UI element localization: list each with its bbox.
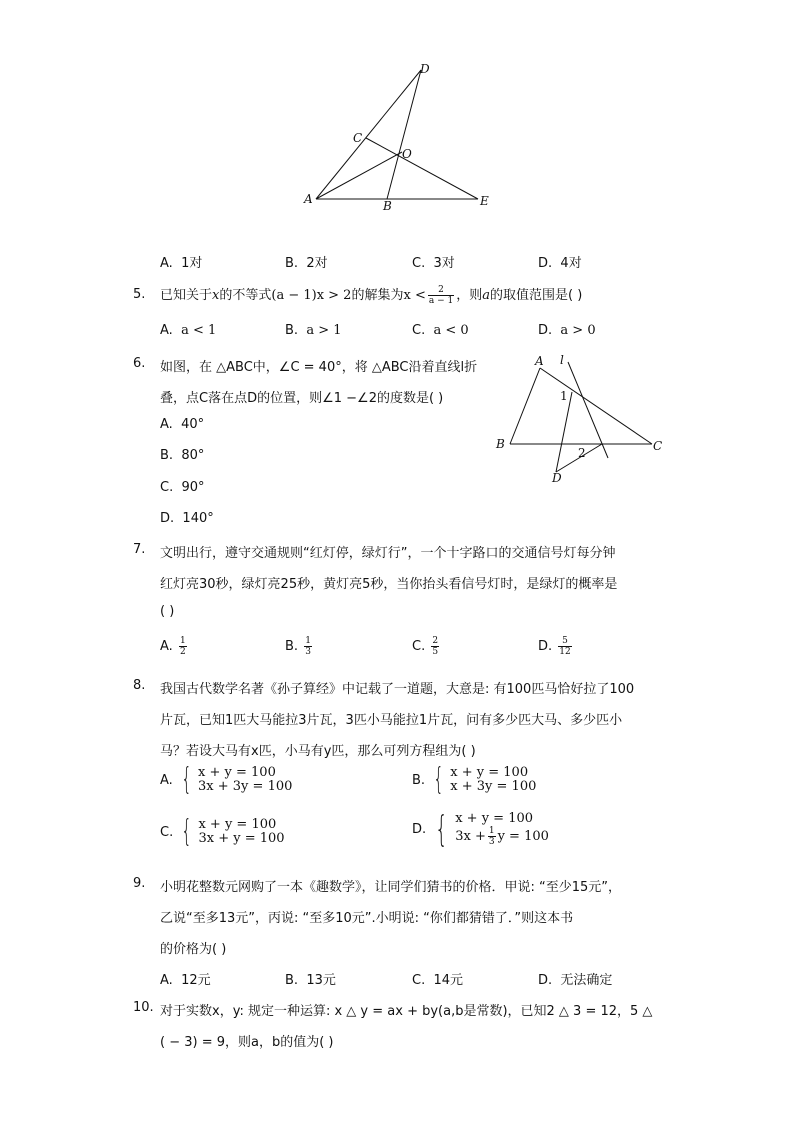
q9-option-a[interactable]: A. 12元 bbox=[160, 973, 211, 988]
q10-stem-line1: 对于实数x，y: 规定一种运算: x △ y = ax + by(a,b是常数)，已知2 △ 3 = 12，5 △ bbox=[160, 1004, 653, 1019]
label-e: E bbox=[480, 194, 489, 208]
label-a: A bbox=[304, 192, 313, 206]
q6-stem-line2: 叠，点C落在点D的位置，则∠1 −∠2的度数是( ) bbox=[160, 391, 444, 406]
q6-option-c[interactable]: C. 90° bbox=[160, 480, 205, 495]
q7-stem-line3: ( ) bbox=[160, 604, 175, 619]
q7-option-d[interactable]: D. $\frac{5}{12}$ bbox=[538, 636, 571, 657]
segment-bd bbox=[387, 70, 421, 199]
q5-option-a[interactable]: A. a < 1 bbox=[160, 323, 217, 338]
q5-option-b[interactable]: B. a > 1 bbox=[285, 323, 342, 338]
q9-stem-line3: 的价格为( ) bbox=[160, 942, 227, 957]
segment-ad bbox=[316, 70, 421, 199]
q7-stem-line1: 文明出行，遵守交通规则“红灯停，绿灯行”，一个十字路口的交通信号灯每分钟 bbox=[160, 546, 616, 561]
q7-stem-line2: 红灯亮30秒，绿灯亮25秒，黄灯亮5秒，当你抬头看信号灯时，是绿灯的概率是 bbox=[160, 577, 618, 592]
q8-option-b[interactable]: B. { x + y = 100 x + 3y = 100 bbox=[412, 762, 537, 797]
q9-stem-line2: 乙说“至多13元”，丙说: “至多10元”.小明说: “你们都猜错了．”则这本书 bbox=[160, 911, 574, 926]
q8-option-a[interactable]: A. { x + y = 100 3x + 3y = 100 bbox=[160, 762, 293, 797]
fig6-label-angle2: 2 bbox=[578, 446, 586, 460]
q4-option-b[interactable]: B. 2对 bbox=[285, 256, 328, 271]
label-o: O bbox=[402, 147, 412, 161]
q10-number: 10. bbox=[133, 1000, 154, 1015]
q5-option-d[interactable]: D. a > 0 bbox=[538, 323, 596, 338]
q6-option-a[interactable]: A. 40° bbox=[160, 417, 205, 432]
q6-stem-line1: 如图，在 △ABC中，∠C = 40°，将 △ABC沿着直线l折 bbox=[160, 360, 478, 375]
q4-option-c[interactable]: C. 3对 bbox=[412, 256, 455, 271]
q7-option-b[interactable]: B. $\frac{1}{3}$ bbox=[285, 636, 311, 657]
q4-option-a[interactable]: A. 1对 bbox=[160, 256, 203, 271]
label-c: C bbox=[353, 131, 363, 145]
q8-option-d[interactable]: D. { x + y = 100 3x + $\frac{1}{3}$ y = 100 bbox=[412, 808, 549, 850]
q5-option-c[interactable]: C. a < 0 bbox=[412, 323, 469, 338]
fig6-label-a: A bbox=[535, 354, 544, 368]
fig6-label-d: D bbox=[552, 471, 562, 485]
segment-ab bbox=[510, 368, 540, 444]
fig6-label-l: l bbox=[560, 353, 564, 367]
geometry-figure-folded-triangle bbox=[490, 348, 670, 488]
label-d: D bbox=[420, 62, 430, 76]
q9-stem-line1: 小明花整数元网购了一本《趣数学》，让同学们猜书的价格．甲说: “至少15元”， bbox=[160, 880, 622, 895]
q10-stem-line2: ( − 3) = 9，则a，b的值为( ) bbox=[160, 1035, 334, 1050]
q5-stem: 已知关于x的不等式(a − 1)x > 2的解集为x < $\frac{2}{a - 1}$ ，则a的取值范围是( ) bbox=[160, 285, 583, 306]
segment-ac bbox=[540, 368, 652, 444]
geometry-figure-aobe bbox=[300, 58, 500, 213]
q8-stem-line2: 片瓦，已知1匹大马能拉3片瓦，3匹小马能拉1片瓦，问有多少匹大马、多少匹小 bbox=[160, 713, 623, 728]
q9-number: 9. bbox=[133, 876, 146, 891]
q7-option-a[interactable]: A. $\frac{1}{2}$ bbox=[160, 636, 186, 657]
segment-fold-d1 bbox=[556, 392, 572, 472]
q8-number: 8. bbox=[133, 678, 146, 693]
q4-option-d[interactable]: D. 4对 bbox=[538, 256, 582, 271]
fig6-label-angle1: 1 bbox=[560, 389, 568, 403]
q6-option-b[interactable]: B. 80° bbox=[160, 448, 205, 463]
label-b: B bbox=[383, 199, 392, 213]
q9-option-d[interactable]: D. 无法确定 bbox=[538, 973, 613, 988]
q8-stem-line1: 我国古代数学名著《孙子算经》中记载了一道题，大意是: 有100匹马恰好拉了100 bbox=[160, 682, 635, 697]
q6-option-d[interactable]: D. 140° bbox=[160, 511, 214, 526]
q9-option-c[interactable]: C. 14元 bbox=[412, 973, 464, 988]
q6-number: 6. bbox=[133, 356, 146, 371]
q5-number: 5. bbox=[133, 287, 146, 302]
q8-option-c[interactable]: C. { x + y = 100 3x + y = 100 bbox=[160, 814, 285, 849]
q8-stem-line3: 马？若设大马有x匹，小马有y匹，那么可列方程组为( ) bbox=[160, 744, 476, 759]
q7-option-c[interactable]: C. $\frac{2}{5}$ bbox=[412, 636, 439, 657]
fig6-label-b: B bbox=[496, 437, 505, 451]
segment-ce bbox=[366, 138, 478, 199]
q9-option-b[interactable]: B. 13元 bbox=[285, 973, 336, 988]
fig6-label-c: C bbox=[653, 439, 663, 453]
q7-number: 7. bbox=[133, 542, 146, 557]
